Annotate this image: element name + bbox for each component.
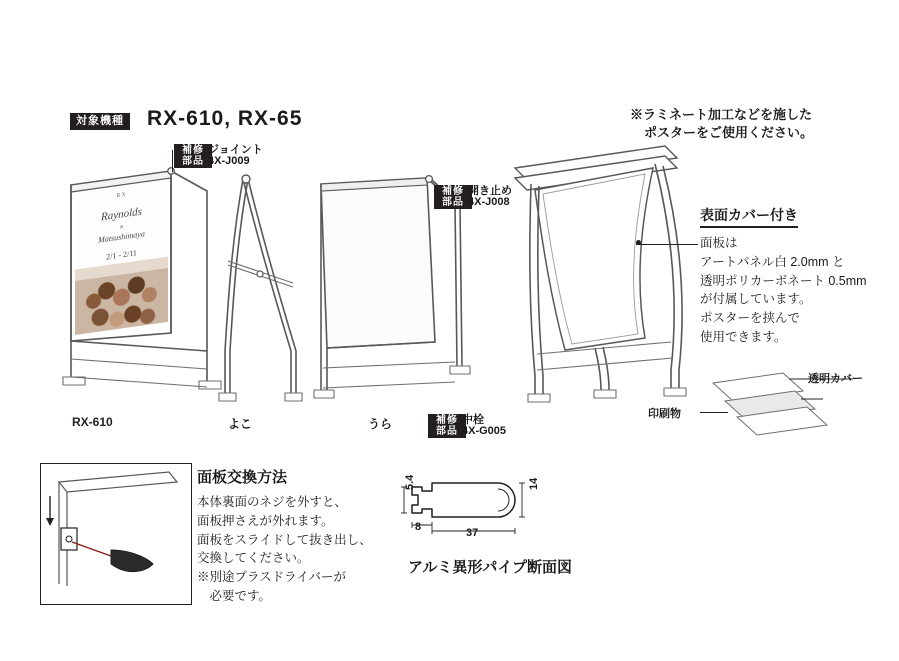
poster-dates: 2/1 - 2/11 (106, 248, 137, 262)
side-view-drawing (205, 165, 315, 415)
target-model-chip (70, 111, 130, 130)
laminate-note-line1: ※ラミネート加工などを施した (630, 107, 813, 122)
laminate-note-line2: ポスターをご使用ください。 (644, 125, 814, 140)
figure-perspective-view (495, 138, 710, 418)
replace-line-5: 必要です。 (197, 588, 272, 603)
poster-title: Raynolds (101, 205, 142, 224)
part-name-stopper: 開き止め (468, 185, 512, 197)
screw-illustration-box (40, 463, 192, 605)
cover-line-2: 透明ポリカーボネート 0.5mm (700, 273, 867, 288)
replace-line-2: 面板をスライドして抜き出し、 (197, 532, 372, 547)
part-name-plug: 中栓 (462, 414, 484, 426)
cover-section (700, 205, 867, 347)
dim-bottom-width: 37 (466, 527, 479, 539)
replace-line-0: 本体裏面のネジを外すと、 (197, 495, 348, 509)
cover-line-0: 面板は (700, 236, 738, 250)
caption-side: よこ (228, 417, 253, 431)
cover-line-3: が付属しています。 (700, 292, 812, 307)
replace-section (197, 466, 372, 606)
stack-label-printed: 印刷物 (648, 408, 681, 420)
cross-section-drawing-wrap (398, 465, 568, 540)
part-chip-plug (428, 414, 466, 438)
cover-section-heading: 表面カバー付き (700, 205, 798, 228)
part-chip-stopper-line1: 補修 (442, 186, 464, 197)
cross-section-drawing (398, 465, 568, 540)
caption-front (72, 415, 113, 430)
leader-line-cover (636, 244, 698, 245)
cross-section-title: アルミ異形パイプ断面図 (408, 559, 572, 576)
poster-subtitle: Matsushimaya (98, 229, 145, 245)
cover-line-4: ポスターを挟んで (700, 311, 801, 325)
replace-section-heading: 面板交換方法 (197, 469, 288, 486)
sheet-stack-diagram (705, 355, 880, 445)
figure-side-view (205, 165, 315, 415)
caption-back: うら (368, 417, 393, 431)
poster-cross: × (119, 222, 124, 232)
dim-left-width: 8 (415, 521, 422, 533)
target-model-chip-label: 対象機種 (70, 113, 130, 130)
perspective-view-drawing (495, 138, 710, 418)
sheet-stack-drawing (705, 355, 880, 445)
poster-brand: RX (116, 191, 127, 200)
dim-right-height: 14 (528, 477, 540, 490)
poster-artwork (75, 180, 168, 335)
part-chip-plug-line2: 部品 (436, 426, 458, 437)
part-code-stopper: 4X-J008 (468, 196, 510, 208)
part-chip-stopper-line2: 部品 (442, 197, 464, 208)
stack-label-clear-cover: 透明カバー (808, 373, 863, 385)
replace-line-3: 交換してください。 (197, 551, 310, 566)
part-chip-joint-line1: 補修 (182, 145, 204, 156)
page-title: RX-610, RX-65 (147, 107, 303, 130)
dim-left-height: 5.4 (404, 474, 416, 490)
replace-line-4: ※別途プラスドライバーが (197, 570, 347, 584)
caption-front-label: RX-610 (72, 415, 113, 429)
cover-line-1: アートパネル白 2.0mm と (700, 254, 845, 269)
screw-illustration (41, 464, 191, 604)
leader-dot-cover (636, 240, 641, 245)
part-chip-joint-line2: 部品 (182, 156, 204, 167)
leader-line-joint-v (172, 150, 173, 172)
cover-line-5: 使用できます。 (700, 329, 787, 344)
leader-line-printed (700, 412, 728, 413)
part-code-joint: 4X-J009 (208, 155, 250, 167)
part-chip-plug-line1: 補修 (436, 415, 458, 426)
part-code-plug: 4X-G005 (462, 425, 507, 437)
part-chip-stopper (434, 185, 472, 209)
part-name-joint: ジョイント (208, 144, 263, 156)
replace-line-1: 面板押さえが外れます。 (197, 513, 334, 528)
